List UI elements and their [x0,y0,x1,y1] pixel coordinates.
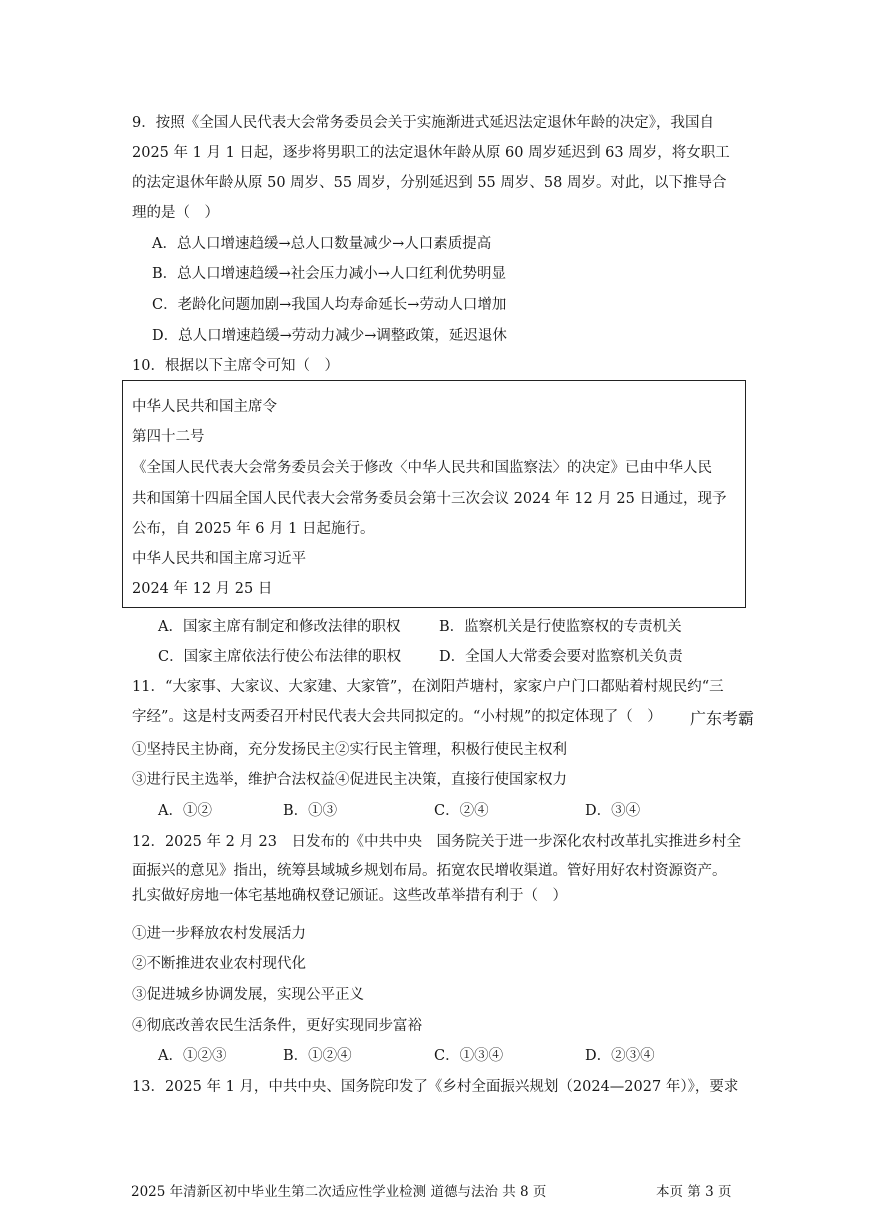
q12-option-d: D．②③④ [585,1048,655,1064]
watermark-brand: 广东考霸 [690,709,755,728]
q9-option-b: B．总人口增速趋缓→社会压力减小→人口红利优势明显 [152,266,506,282]
q9-option-c: C．老龄化问题加剧→我国人均寿命延长→劳动人口增加 [152,297,507,313]
page-footer-page-number: 本页 第 3 页 [656,1184,732,1200]
decree-date: 2024 年 12 月 25 日 [132,581,273,597]
q9-line-4: 理的是（ ） [132,205,219,221]
q11-option-a: A．①② [158,803,212,819]
q12-statement-4: ④彻底改善农民生活条件，更好实现同步富裕 [132,1018,422,1034]
q12-statement-1: ①进一步释放农村发展活力 [132,926,306,942]
q11-option-c: C．②④ [434,803,489,819]
q11-statements-2: ③进行民主选举，维护合法权益④促进民主决策，直接行使国家权力 [132,772,567,788]
q10-option-c: C．国家主席依法行使公布法律的职权 [158,649,402,665]
q11-line-2: 字经”。这是村支两委召开村民代表大会共同拟定的。“小村规”的拟定体现了（ ） [132,709,662,725]
q9-line-2: 2025 年 1 月 1 日起，逐步将男职工的法定退休年龄从原 60 周岁延迟到 63 周岁，将女职工 [132,145,730,161]
q11-statements-1: ①坚持民主协商，充分发扬民主②实行民主管理，积极行使民主权利 [132,742,567,758]
q11-option-b: B．①③ [283,803,338,819]
q11-option-d: D．③④ [585,803,641,819]
q10-option-d: D．全国人大常委会要对监察机关负责 [439,649,683,665]
q12-option-c: C．①③④ [434,1048,504,1064]
decree-text-3: 公布，自 2025 年 6 月 1 日起施行。 [132,521,375,537]
q10-option-b: B．监察机关是行使监察权的专责机关 [439,619,682,635]
q9-option-d: D．总人口增速趋缓→劳动力减少→调整政策，延迟退休 [152,328,507,344]
q9-line-3: 的法定退休年龄从原 50 周岁、55 周岁，分别延迟到 55 周岁、58 周岁。对此，以下推导合 [132,175,727,191]
q12-option-a: A．①②③ [158,1048,227,1064]
decree-text-2: 共和国第十四届全国人民代表大会常务委员会第十三次会议 2024 年 12 月 25 日通过，现予 [132,491,727,507]
q12-line-3: 扎实做好房地一体宅基地确权登记颁证。这些改革举措有利于（ ） [132,888,567,904]
q11-line-1: 11．“大家事、大家议、大家建、大家管”，在浏阳芦塘村，家家户户门口都贴着村规民约“三 [132,679,724,695]
decree-text-1: 《全国人民代表大会常务委员会关于修改〈中华人民共和国监察法〉的决定》已由中华人民 [132,460,712,476]
q12-line-1: 12．2025 年 2 月 23 日发布的《中共中央 国务院关于进一步深化农村改革扎实推进乡村全 [132,834,741,850]
question-13-line: 13．2025 年 1 月，中共中央、国务院印发了《乡村全面振兴规划（2024—2027 年）》，要求 [132,1079,739,1095]
q12-option-b: B．①②④ [283,1048,352,1064]
q10-option-a: A．国家主席有制定和修改法律的职权 [158,619,401,635]
q9-option-a: A．总人口增速趋缓→总人口数量减少→人口素质提高 [152,236,492,252]
decree-title: 中华人民共和国主席令 [132,399,277,415]
page-footer-exam-title: 2025 年清新区初中毕业生第二次适应性学业检测 道德与法治 共 8 页 [131,1184,547,1200]
q12-statement-2: ②不断推进农业农村现代化 [132,956,306,972]
q10-stem: 10．根据以下主席令可知（ ） [132,358,339,374]
q12-statement-3: ③促进城乡协调发展，实现公平正义 [132,987,364,1003]
decree-signature: 中华人民共和国主席习近平 [132,551,306,567]
q12-line-2: 面振兴的意见》指出，统筹县域城乡规划布局。拓宽农民增收渠道。管好用好农村资源资产。 [132,863,727,879]
decree-number: 第四十二号 [132,429,205,445]
q9-line-1: 9．按照《全国人民代表大会常务委员会关于实施渐进式延迟法定退休年龄的决定》，我国自 [132,115,714,131]
